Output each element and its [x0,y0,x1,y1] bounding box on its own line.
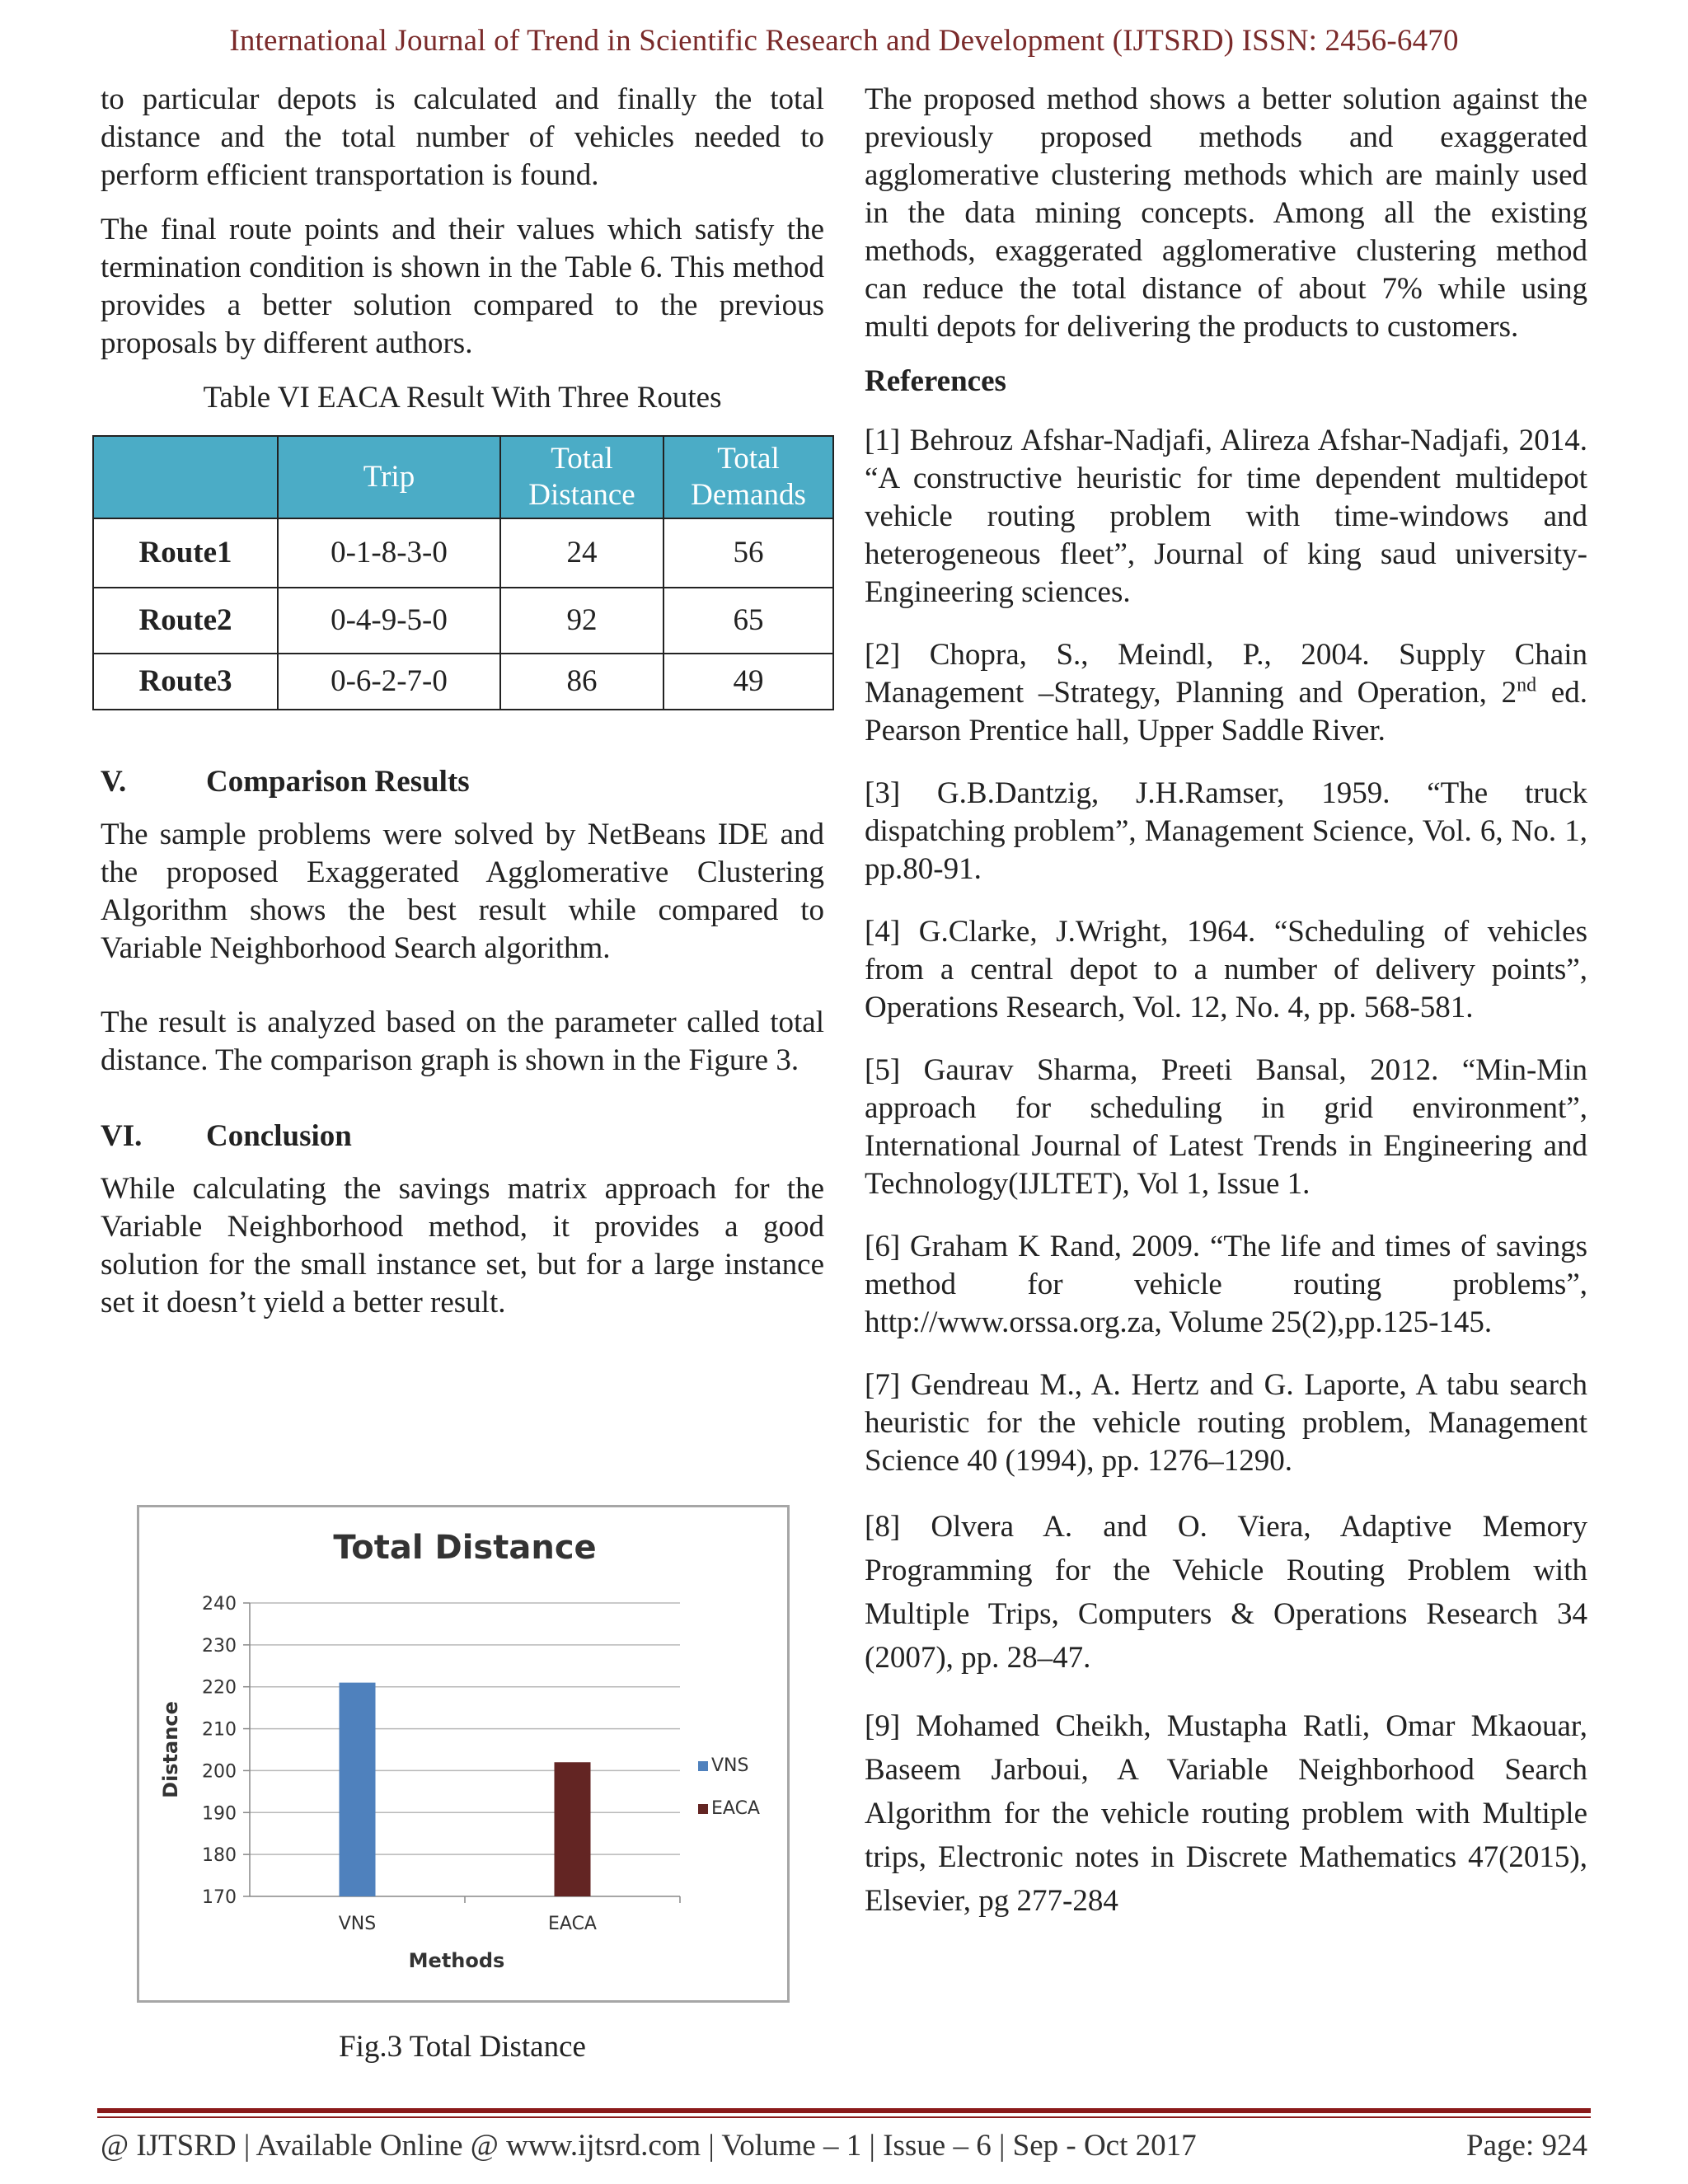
reference-item: [7] Gendreau M., A. Hertz and G. Laporte, A tabu search heuristic for the vehicle routing problem, Management Science 40 (1994), pp. 1276–1290. [865,1368,1587,1478]
figure-caption: Fig.3 Total Distance [339,2030,586,2064]
reference-item [865,636,1587,750]
table-header-cell: Total Demands [663,436,833,518]
reference-item: [8] Olvera A. and O. Viera, Adaptive Memory Programming for the Vehicle Routing Problem with Multiple Trips, Computers & Operations Research 34 (2007), pp. 28–47. [865,1510,1587,1675]
legend-label: VNS [711,1755,749,1776]
journal-header: International Journal of Trend in Scientific Research and Development (IJTSRD) ISSN: 2456-6470 [229,24,1459,58]
demands-cell: 56 [663,518,833,588]
paragraph: to particular depots is calculated and finally the total distance and the total number of vehicles needed to perform efficient transportation is found. [101,82,824,192]
section-title: Comparison Results [206,765,470,799]
y-tick-label: 220 [202,1677,237,1699]
distance-cell: 86 [500,654,663,710]
section-heading-comparison [101,763,824,801]
reference-text: [2] Chopra, S., Meindl, P., 2004. Supply Chain Management –Strategy, Planning and Operation, 2 [865,638,1587,710]
table-header-cell: Trip [278,436,500,518]
bar-vns [340,1683,376,1896]
table-row [93,654,833,710]
reference-item: [6] Graham K Rand, 2009. “The life and times of savings method for vehicle routing problems”, http://www.orssa.org.za, Volume 25(2),pp.125-145. [865,1230,1587,1339]
demands-cell: 65 [663,588,833,654]
chart-title: Total Distance [333,1529,597,1567]
y-tick-label: 200 [202,1761,237,1783]
demands-cell: 49 [663,654,833,710]
reference-text: ed. Pearson Prentice hall, Upper Saddle River. [865,676,1587,748]
trip-cell: 0-1-8-3-0 [278,518,500,588]
left-column [101,81,824,1338]
distance-cell: 24 [500,518,663,588]
paragraph: The proposed method shows a better solution against the previously proposed methods and exaggerated agglomerative clustering methods which are mainly used in the data mining concepts. Among all the existing methods, exaggerated agglomerative clustering method can reduce the total distance of about 7% while using multi depots for delivering the products to customers. [865,82,1587,344]
table-header-row [93,436,833,518]
x-tick-label: VNS [338,1914,377,1934]
trip-cell: 0-4-9-5-0 [278,588,500,654]
legend-swatch [698,1804,708,1814]
paragraph: The final route points and their values which satisfy the termination condition is shown in the Table 6. This method provides a better solution compared to the previous proposals by different authors. [101,213,824,360]
table-row [93,518,833,588]
table-caption: Table VI EACA Result With Three Routes [203,381,722,415]
y-tick-label: 170 [202,1887,237,1908]
route-name: Route3 [93,654,278,710]
trip-cell: 0-6-2-7-0 [278,654,500,710]
reference-item: [1] Behrouz Afshar-Nadjafi, Alireza Afshar-Nadjafi, 2014. “A constructive heuristic for time dependent multidepot vehicle routing problem with time-windows and heterogeneous fleet”, Journal of king saud university-Engineering sciences. [865,424,1587,609]
legend-label: EACA [711,1798,760,1819]
section-number: V. [101,765,127,799]
references-heading: References [865,364,1006,398]
page-number: Page: 924 [1466,2129,1587,2163]
footer-rule [97,2108,1591,2113]
right-column [865,81,1587,1947]
y-tick-label: 230 [202,1635,237,1657]
section-heading-conclusion [101,1118,824,1155]
reference-item: [3] G.B.Dantzig, J.H.Ramser, 1959. “The truck dispatching problem”, Management Science, Vol. 6, No. 1, pp.80-91. [865,776,1587,886]
paragraph: While calculating the savings matrix approach for the Variable Neighborhood method, it provides a good solution for the small instance set, but for a large instance set it doesn’t yield a better result. [101,1172,824,1319]
x-tick-label: EACA [548,1914,597,1934]
route-name: Route2 [93,588,278,654]
footer-info: @ IJTSRD | Available Online @ www.ijtsrd.com | Volume – 1 | Issue – 6 | Sep - Oct 2017 [101,2129,1197,2163]
paragraph: The sample problems were solved by NetBeans IDE and the proposed Exaggerated Agglomerative Clustering Algorithm shows the best result while compared to Variable Neighborhood Search algorithm. [101,818,824,965]
table-row [93,588,833,654]
chart-svg [139,1507,787,2000]
total-distance-chart [137,1505,790,2003]
superscript: nd [1517,674,1537,696]
y-axis-label: Distance [159,1701,182,1798]
section-title: Conclusion [206,1119,352,1153]
table-header-cell [93,436,278,518]
y-tick-label: 240 [202,1594,237,1615]
legend-swatch [698,1761,708,1771]
reference-item: [9] Mohamed Cheikh, Mustapha Ratli, Omar Mkaouar, Baseem Jarboui, A Variable Neighborhood Search Algorithm for the vehicle routing problem with Multiple trips, Electronic notes in Discrete Mathematics 47(2015), Elsevier, pg 277-284 [865,1709,1587,1918]
results-table [92,435,834,710]
page-footer [101,2128,1587,2163]
y-tick-label: 210 [202,1719,237,1741]
x-axis-label: Methods [408,1949,505,1972]
footer-rule [97,2116,1591,2118]
table-header-cell: Total Distance [500,436,663,518]
y-tick-label: 180 [202,1845,237,1867]
y-tick-label: 190 [202,1803,237,1825]
bar-eaca [555,1762,591,1896]
route-name: Route1 [93,518,278,588]
reference-item: [5] Gaurav Sharma, Preeti Bansal, 2012. “Min-Min approach for scheduling in grid environment”, International Journal of Latest Trends in Engineering and Technology(IJLTET), Vol 1, Issue 1. [865,1053,1587,1201]
section-number: VI. [101,1119,143,1153]
distance-cell: 92 [500,588,663,654]
paragraph: The result is analyzed based on the parameter called total distance. The comparison graph is shown in the Figure 3. [101,1005,824,1077]
reference-item: [4] G.Clarke, J.Wright, 1964. “Scheduling of vehicles from a central depot to a number of delivery points”, Operations Research, Vol. 12, No. 4, pp. 568-581. [865,915,1587,1024]
